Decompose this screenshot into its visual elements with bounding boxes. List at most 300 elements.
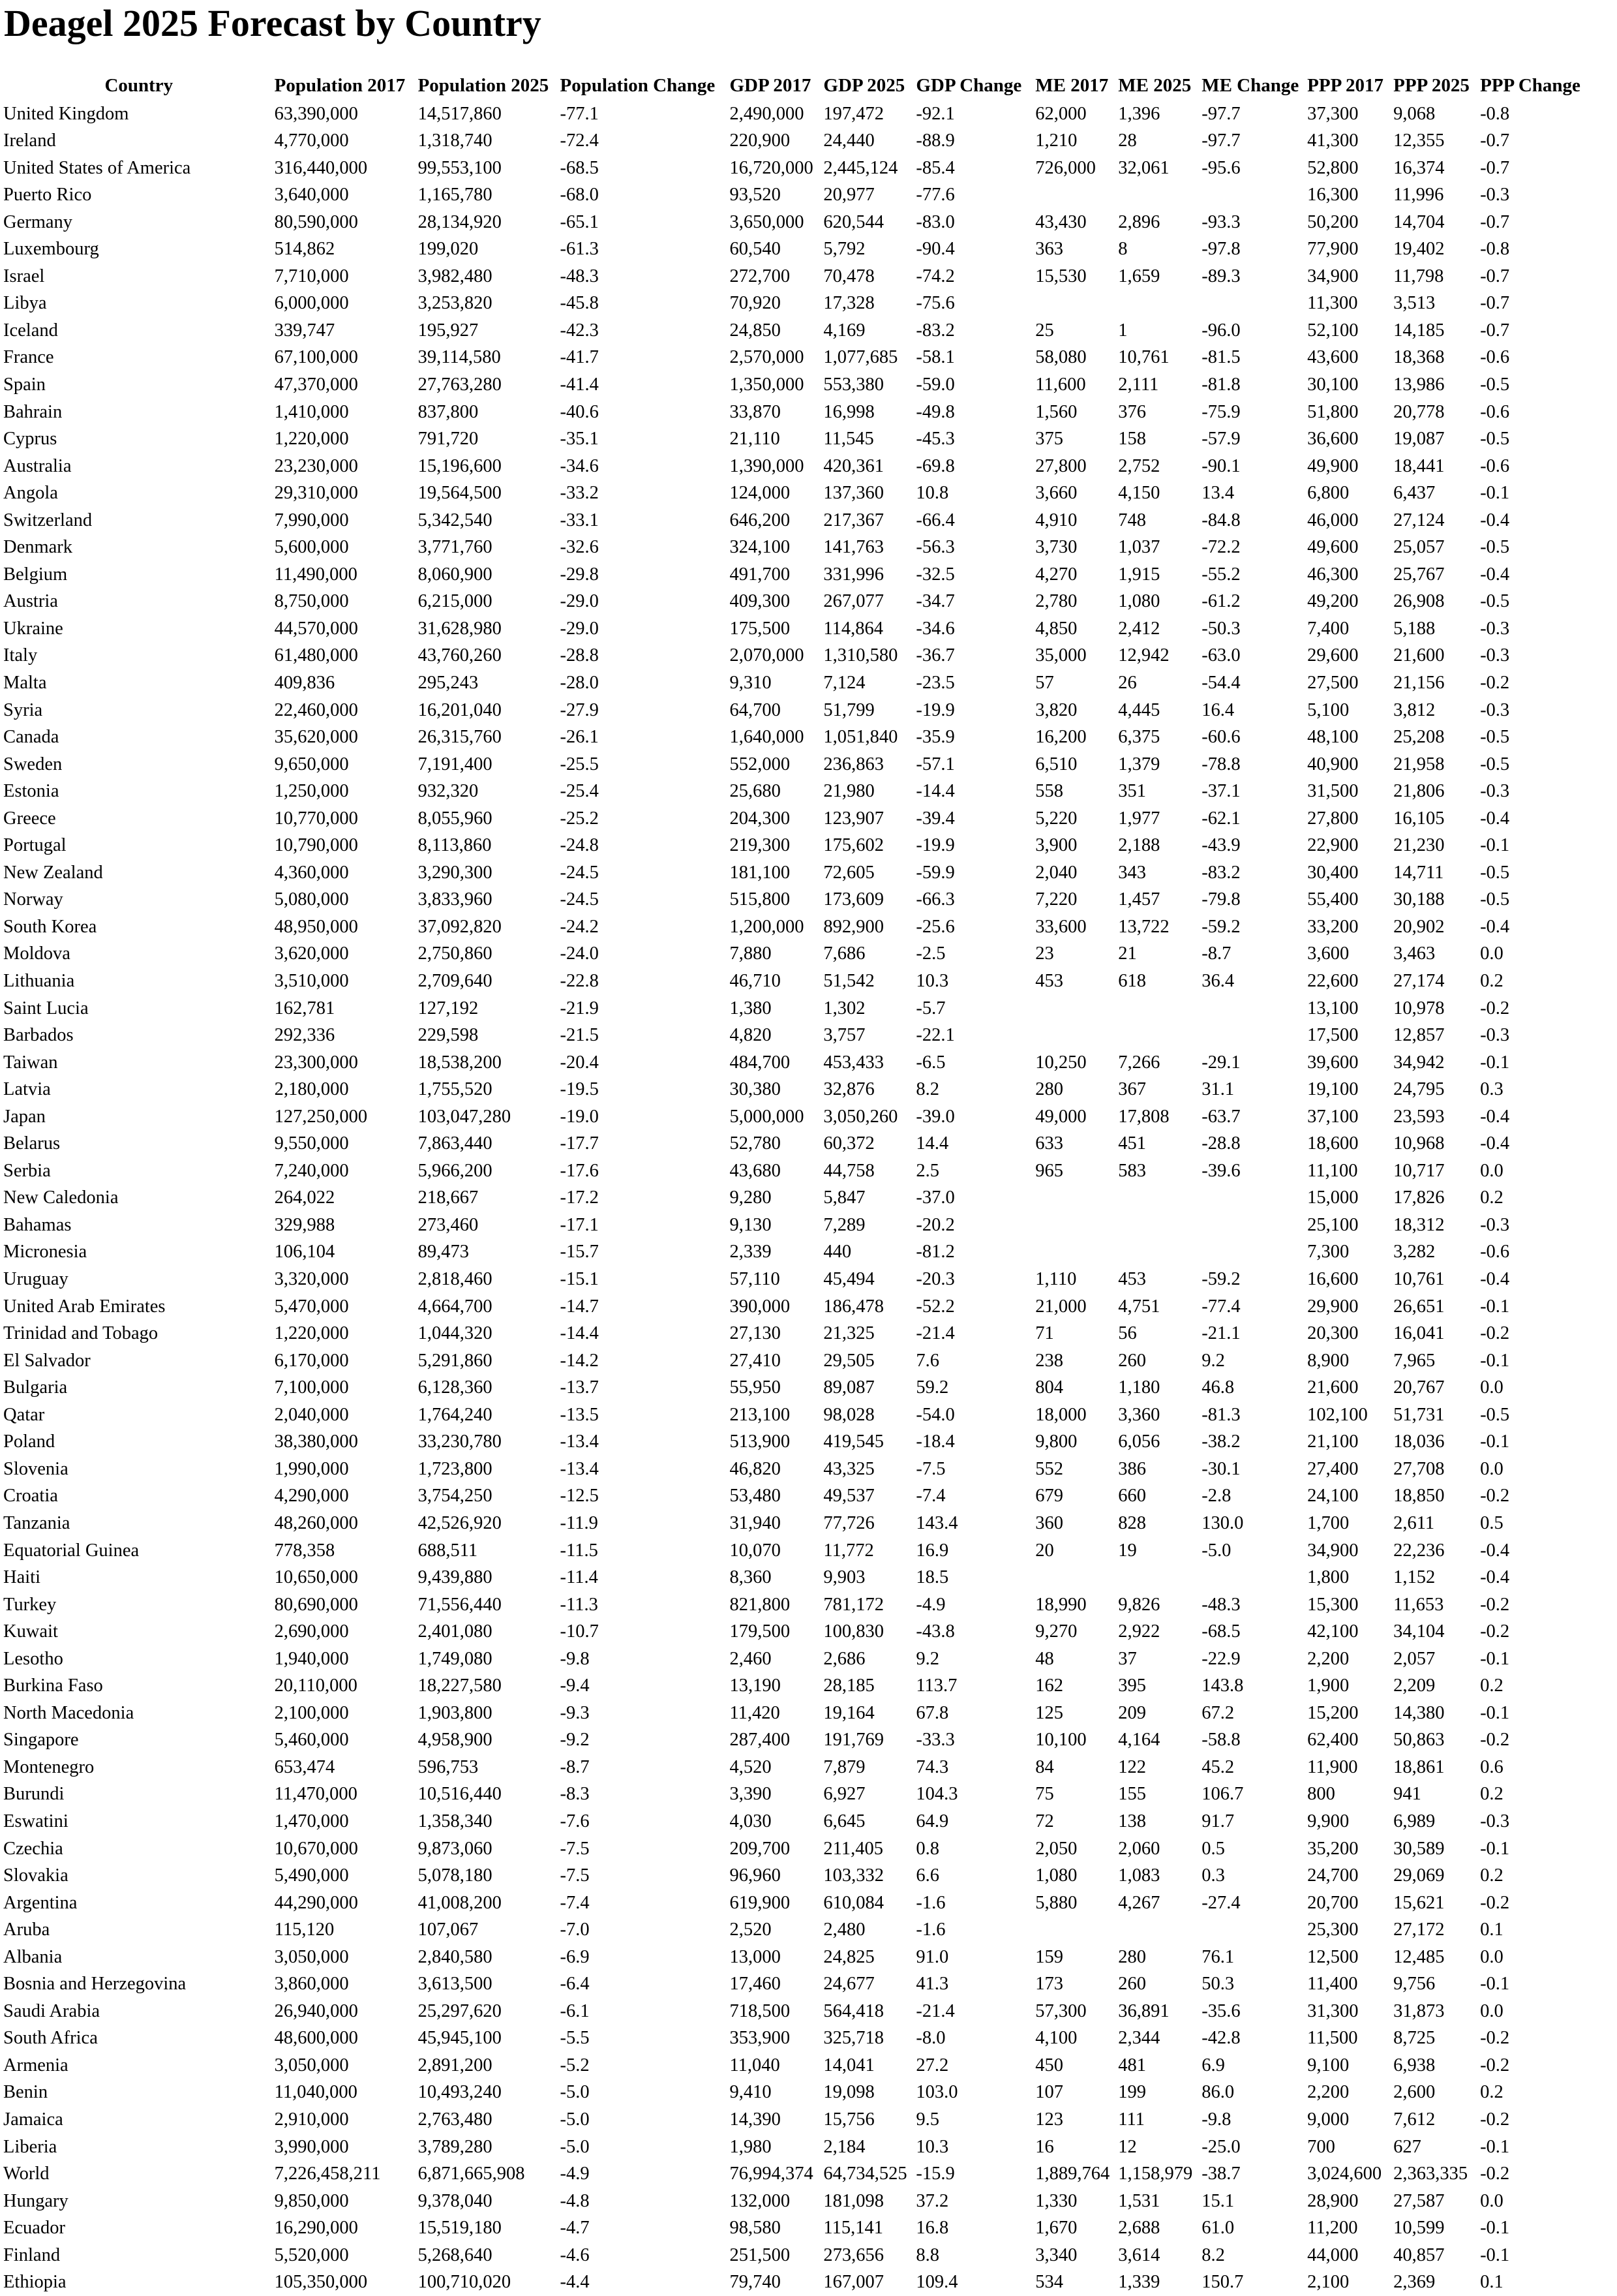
cell-gdp-2017: 46,820 — [729, 1458, 781, 1479]
cell-ppp-2025: 17,826 — [1393, 1187, 1445, 1208]
cell-population-change: -5.0 — [560, 2082, 590, 2103]
cell-ppp-2025: 40,857 — [1393, 2244, 1445, 2265]
cell-ppp-2025: 23,593 — [1393, 1106, 1445, 1127]
cell-ppp-2017: 2,200 — [1307, 2082, 1350, 2103]
cell-population-2017: 4,770,000 — [274, 130, 349, 151]
cell-me-change: -89.3 — [1201, 266, 1241, 286]
cell-gdp-2017: 324,100 — [729, 537, 791, 558]
cell-me-2017: 49,000 — [1035, 1106, 1087, 1127]
cell-ppp-2025: 18,368 — [1393, 347, 1445, 368]
cell-gdp-2017: 9,310 — [729, 673, 772, 693]
cell-ppp-2017: 11,100 — [1307, 1160, 1358, 1181]
cell-gdp-change: 74.3 — [916, 1756, 949, 1777]
cell-ppp-2017: 12,500 — [1307, 1946, 1359, 1967]
cell-ppp-change: 0.2 — [1480, 2082, 1504, 2103]
cell-gdp-2017: 25,680 — [729, 781, 781, 802]
cell-ppp-change: -0.1 — [1480, 835, 1510, 856]
cell-ppp-change: -0.7 — [1480, 157, 1510, 178]
cell-population-2017: 1,250,000 — [274, 781, 349, 802]
cell-population-change: -65.1 — [560, 211, 599, 232]
cell-gdp-2017: 24,850 — [729, 320, 781, 341]
cell-ppp-2017: 5,100 — [1307, 699, 1350, 720]
cell-country: United Kingdom — [3, 103, 129, 124]
cell-me-2017: 57 — [1035, 673, 1054, 693]
cell-gdp-2025: 2,686 — [823, 1648, 866, 1669]
cell-gdp-change: -34.7 — [916, 591, 955, 612]
cell-gdp-change: 64.9 — [916, 1811, 949, 1831]
cell-gdp-2025: 211,405 — [823, 1838, 883, 1859]
cell-population-change: -32.6 — [560, 537, 599, 558]
cell-me-2025: 4,445 — [1118, 699, 1160, 720]
cell-ppp-change: 0.0 — [1480, 943, 1504, 964]
cell-gdp-change: -1.6 — [916, 1892, 946, 1913]
cell-me-change: -72.2 — [1201, 537, 1241, 558]
cell-country: Denmark — [3, 537, 73, 558]
cell-gdp-change: -7.4 — [916, 1486, 946, 1507]
cell-me-2025: 4,164 — [1118, 1730, 1160, 1751]
cell-population-2025: 295,243 — [417, 673, 479, 693]
cell-population-change: -33.2 — [560, 483, 599, 504]
cell-population-change: -24.8 — [560, 835, 599, 856]
cell-population-change: -29.0 — [560, 591, 599, 612]
cell-gdp-2025: 60,372 — [823, 1133, 875, 1154]
cell-country: Libya — [3, 293, 47, 314]
cell-gdp-2025: 420,361 — [823, 455, 884, 476]
cell-population-2025: 2,763,480 — [417, 2109, 492, 2130]
cell-population-change: -72.4 — [560, 130, 599, 151]
cell-ppp-2025: 18,861 — [1393, 1756, 1445, 1777]
cell-population-change: -26.1 — [560, 727, 599, 748]
cell-ppp-2025: 3,513 — [1393, 293, 1436, 314]
cell-ppp-2025: 21,806 — [1393, 781, 1445, 802]
cell-ppp-2017: 11,900 — [1307, 1756, 1358, 1777]
cell-me-change: -75.9 — [1201, 401, 1241, 422]
cell-ppp-change: -0.7 — [1480, 293, 1510, 314]
cell-me-2017: 20 — [1035, 1540, 1054, 1561]
cell-ppp-2017: 46,000 — [1307, 510, 1359, 530]
cell-ppp-2017: 13,100 — [1307, 998, 1359, 1018]
cell-me-2025: 12,942 — [1118, 645, 1170, 666]
cell-ppp-2017: 33,200 — [1307, 916, 1359, 937]
cell-gdp-2017: 1,390,000 — [729, 455, 804, 476]
cell-gdp-change: -32.5 — [916, 564, 955, 585]
table-row — [3, 263, 1617, 290]
cell-population-2025: 10,516,440 — [417, 1784, 502, 1805]
header-row — [3, 70, 1617, 100]
cell-me-2017: 1,330 — [1035, 2190, 1078, 2211]
table-row — [3, 1971, 1617, 1998]
cell-population-change: -15.1 — [560, 1269, 599, 1290]
cell-gdp-2025: 325,718 — [823, 2028, 884, 2049]
cell-me-2025: 199 — [1118, 2082, 1146, 2103]
cell-population-2025: 43,760,260 — [417, 645, 502, 666]
cell-population-2017: 3,050,000 — [274, 2055, 349, 2075]
cell-population-2017: 9,850,000 — [274, 2190, 349, 2211]
table-row — [3, 1998, 1617, 2025]
cell-me-2025: 26 — [1118, 673, 1137, 693]
cell-me-2017: 2,040 — [1035, 862, 1078, 883]
cell-me-change: -58.8 — [1201, 1730, 1241, 1751]
cell-me-2025: 36,891 — [1118, 2000, 1170, 2021]
cell-me-2025: 1,659 — [1118, 266, 1160, 286]
cell-gdp-change: -49.8 — [916, 401, 955, 422]
cell-gdp-2017: 390,000 — [729, 1296, 791, 1317]
cell-ppp-change: -0.1 — [1480, 2136, 1510, 2157]
cell-population-change: -17.6 — [560, 1160, 599, 1181]
table-row — [3, 1375, 1617, 1402]
cell-gdp-2025: 29,505 — [823, 1350, 875, 1371]
cell-me-2025: 32,061 — [1118, 157, 1170, 178]
cell-ppp-2025: 6,437 — [1393, 483, 1436, 504]
cell-me-2025: 280 — [1118, 1946, 1146, 1967]
cell-me-change: -27.4 — [1201, 1892, 1241, 1913]
cell-ppp-2017: 1,700 — [1307, 1512, 1350, 1533]
cell-gdp-2017: 1,640,000 — [729, 727, 804, 748]
cell-population-2017: 16,290,000 — [274, 2218, 358, 2239]
cell-country: Ecuador — [3, 2218, 65, 2239]
cell-me-2017: 5,220 — [1035, 808, 1078, 829]
cell-ppp-2017: 21,100 — [1307, 1431, 1359, 1452]
cell-me-change: -84.8 — [1201, 510, 1241, 530]
cell-gdp-2017: 2,490,000 — [729, 103, 804, 124]
cell-population-2025: 6,128,360 — [417, 1377, 492, 1398]
col-population-2017: Population 2017 — [274, 74, 406, 96]
cell-ppp-change: -0.2 — [1480, 1892, 1510, 1913]
cell-population-change: -29.0 — [560, 618, 599, 639]
cell-ppp-2025: 34,104 — [1393, 1621, 1445, 1642]
cell-me-change — [1201, 290, 1307, 318]
table-row — [3, 1619, 1617, 1646]
cell-ppp-change: -0.4 — [1480, 808, 1510, 829]
cell-gdp-change: 59.2 — [916, 1377, 949, 1398]
cell-me-2025: 1,180 — [1118, 1377, 1160, 1398]
cell-me-change: 76.1 — [1201, 1946, 1235, 1967]
cell-population-change: -45.8 — [560, 293, 599, 314]
cell-me-change: 0.3 — [1201, 1865, 1225, 1886]
cell-me-change: -97.8 — [1201, 239, 1241, 260]
cell-ppp-change: -0.7 — [1480, 211, 1510, 232]
cell-gdp-2025: 564,418 — [823, 2000, 884, 2021]
cell-gdp-change: 113.7 — [916, 1676, 958, 1696]
cell-population-2017: 1,470,000 — [274, 1811, 349, 1831]
cell-population-2025: 932,320 — [417, 781, 479, 802]
cell-ppp-2025: 1,152 — [1393, 1567, 1436, 1588]
cell-me-change — [1201, 1239, 1307, 1266]
cell-population-change: -40.6 — [560, 401, 599, 422]
cell-population-2017: 61,480,000 — [274, 645, 358, 666]
cell-me-change: -97.7 — [1201, 103, 1241, 124]
cell-population-change: -9.8 — [560, 1648, 590, 1669]
cell-ppp-2025: 34,942 — [1393, 1052, 1445, 1073]
cell-me-change: -39.6 — [1201, 1160, 1241, 1181]
cell-me-2025: 4,150 — [1118, 483, 1160, 504]
table-row — [3, 2215, 1617, 2242]
table-row — [3, 1022, 1617, 1050]
cell-me-change: -37.1 — [1201, 781, 1241, 802]
cell-gdp-change: -59.0 — [916, 374, 955, 395]
cell-population-change: -21.5 — [560, 1025, 599, 1046]
cell-gdp-2017: 16,720,000 — [729, 157, 813, 178]
cell-me-2017: 27,800 — [1035, 455, 1087, 476]
cell-gdp-2025: 181,098 — [823, 2190, 884, 2211]
cell-country: Saudi Arabia — [3, 2000, 100, 2021]
cell-ppp-change: -0.4 — [1480, 1540, 1510, 1561]
table-row — [3, 182, 1617, 209]
table-row — [3, 561, 1617, 589]
cell-gdp-2017: 55,950 — [729, 1377, 781, 1398]
cell-me-2017: 450 — [1035, 2055, 1064, 2075]
cell-country: Angola — [3, 483, 58, 504]
cell-gdp-2017: 64,700 — [729, 699, 781, 720]
cell-country: Bahrain — [3, 401, 63, 422]
cell-gdp-2025: 7,879 — [823, 1756, 866, 1777]
cell-me-change: 150.7 — [1201, 2272, 1244, 2293]
cell-country: Puerto Rico — [3, 185, 92, 206]
cell-gdp-2025: 5,792 — [823, 239, 866, 260]
cell-population-2017: 48,950,000 — [274, 916, 358, 937]
cell-population-2025: 1,318,740 — [417, 130, 492, 151]
cell-gdp-change: -15.9 — [916, 2164, 955, 2184]
cell-me-change — [1201, 1212, 1307, 1239]
cell-population-2017: 105,350,000 — [274, 2272, 368, 2293]
cell-gdp-2025: 7,124 — [823, 673, 866, 693]
cell-country: Eswatini — [3, 1811, 68, 1831]
cell-ppp-2017: 15,000 — [1307, 1187, 1359, 1208]
cell-population-change: -5.0 — [560, 2136, 590, 2157]
cell-population-change: -13.7 — [560, 1377, 599, 1398]
col-me-2017: ME 2017 — [1035, 74, 1109, 96]
cell-population-2017: 44,290,000 — [274, 1892, 358, 1913]
cell-me-change: -77.4 — [1201, 1296, 1241, 1317]
col-ppp-change: PPP Change — [1480, 74, 1580, 96]
cell-gdp-2017: 821,800 — [729, 1594, 791, 1615]
cell-me-change: -54.4 — [1201, 673, 1241, 693]
cell-country: Jamaica — [3, 2109, 63, 2130]
cell-ppp-change: -0.2 — [1480, 673, 1510, 693]
cell-population-2025: 195,927 — [417, 320, 479, 341]
cell-ppp-2025: 10,968 — [1393, 1133, 1445, 1154]
cell-me-2017: 9,270 — [1035, 1621, 1078, 1642]
cell-me-2017: 159 — [1035, 1946, 1064, 1967]
cell-ppp-2017: 55,400 — [1307, 889, 1359, 910]
cell-country: Italy — [3, 645, 38, 666]
cell-gdp-2025: 11,545 — [823, 429, 874, 450]
cell-population-2025: 8,113,860 — [417, 835, 492, 856]
table-row — [3, 1321, 1617, 1348]
cell-me-2025: 395 — [1118, 1676, 1146, 1696]
cell-gdp-2017: 213,100 — [729, 1404, 791, 1425]
cell-gdp-2017: 14,390 — [729, 2109, 781, 2130]
cell-me-2025: 138 — [1118, 1811, 1146, 1831]
cell-me-change: -68.5 — [1201, 1621, 1241, 1642]
cell-country: Cyprus — [3, 429, 57, 450]
cell-me-2017 — [1035, 995, 1118, 1022]
cell-ppp-2017: 62,400 — [1307, 1730, 1359, 1751]
cell-me-change: 106.7 — [1201, 1784, 1244, 1805]
cell-me-change: 67.2 — [1201, 1702, 1235, 1723]
cell-gdp-change: -21.4 — [916, 1323, 955, 1344]
cell-country: Aruba — [3, 1920, 50, 1940]
cell-country: Israel — [3, 266, 45, 286]
cell-gdp-2017: 30,380 — [729, 1079, 781, 1100]
cell-me-change: -43.9 — [1201, 835, 1241, 856]
cell-gdp-change: -19.9 — [916, 835, 955, 856]
cell-population-2025: 27,763,280 — [417, 374, 502, 395]
cell-gdp-2025: 2,184 — [823, 2136, 866, 2157]
cell-population-change: -25.5 — [560, 754, 599, 774]
cell-me-2017: 43,430 — [1035, 211, 1087, 232]
cell-country: Belgium — [3, 564, 68, 585]
cell-population-2017: 6,000,000 — [274, 293, 349, 314]
cell-me-change: -90.1 — [1201, 455, 1241, 476]
cell-population-2025: 3,290,300 — [417, 862, 492, 883]
cell-gdp-2025: 217,367 — [823, 510, 884, 530]
cell-population-change: -28.0 — [560, 673, 599, 693]
cell-population-2025: 273,460 — [417, 1214, 479, 1235]
cell-ppp-change: -0.1 — [1480, 1296, 1510, 1317]
cell-gdp-change: -92.1 — [916, 103, 955, 124]
cell-me-change: 45.2 — [1201, 1756, 1235, 1777]
cell-me-change: -30.1 — [1201, 1458, 1241, 1479]
cell-ppp-change: -0.5 — [1480, 429, 1510, 450]
cell-country: Bosnia and Herzegovina — [3, 1974, 187, 1995]
cell-ppp-2025: 5,188 — [1393, 618, 1436, 639]
cell-gdp-2017: 484,700 — [729, 1052, 791, 1073]
cell-population-change: -68.5 — [560, 157, 599, 178]
cell-gdp-change: -34.6 — [916, 618, 955, 639]
cell-me-2017: 453 — [1035, 971, 1064, 992]
cell-me-2025: 13,722 — [1118, 916, 1170, 937]
cell-ppp-2025: 19,402 — [1393, 239, 1445, 260]
cell-population-2017: 127,250,000 — [274, 1106, 368, 1127]
cell-ppp-2017: 30,400 — [1307, 862, 1359, 883]
cell-country: Lithuania — [3, 971, 75, 992]
cell-population-change: -61.3 — [560, 239, 599, 260]
cell-population-2017: 7,226,458,211 — [274, 2164, 381, 2184]
cell-gdp-2017: 619,900 — [729, 1892, 791, 1913]
cell-me-2025: 56 — [1118, 1323, 1137, 1344]
cell-gdp-2017: 76,994,374 — [729, 2164, 813, 2184]
cell-gdp-2025: 20,977 — [823, 185, 875, 206]
cell-gdp-2017: 70,920 — [729, 293, 781, 314]
cell-population-2017: 4,360,000 — [274, 862, 349, 883]
cell-population-2025: 8,060,900 — [417, 564, 492, 585]
cell-gdp-2017: 4,030 — [729, 1811, 772, 1831]
cell-gdp-2025: 103,332 — [823, 1865, 884, 1886]
col-me-change: ME Change — [1201, 74, 1299, 96]
cell-population-change: -7.5 — [560, 1865, 590, 1886]
cell-population-2025: 5,268,640 — [417, 2244, 492, 2265]
cell-population-2017: 47,370,000 — [274, 374, 358, 395]
cell-me-change — [1201, 995, 1307, 1022]
cell-population-change: -5.0 — [560, 2109, 590, 2130]
cell-ppp-2025: 13,986 — [1393, 374, 1445, 395]
cell-gdp-change: -59.9 — [916, 862, 955, 883]
cell-me-change: -8.7 — [1201, 943, 1232, 964]
cell-country: Portugal — [3, 835, 67, 856]
cell-gdp-2017: 287,400 — [729, 1730, 791, 1751]
cell-population-2017: 264,022 — [274, 1187, 335, 1208]
table-row — [3, 1293, 1617, 1321]
cell-me-change: 130.0 — [1201, 1512, 1244, 1533]
cell-population-change: -27.9 — [560, 699, 599, 720]
cell-me-2025: 2,060 — [1118, 1838, 1160, 1859]
cell-me-2017: 238 — [1035, 1350, 1064, 1371]
cell-ppp-2025: 18,850 — [1393, 1486, 1445, 1507]
cell-population-2017: 67,100,000 — [274, 347, 358, 368]
table-row — [3, 1049, 1617, 1077]
cell-population-2025: 41,008,200 — [417, 1892, 502, 1913]
cell-population-2025: 14,517,860 — [417, 103, 502, 124]
cell-ppp-2025: 16,374 — [1393, 157, 1445, 178]
cell-population-2025: 103,047,280 — [417, 1106, 511, 1127]
cell-gdp-2025: 5,847 — [823, 1187, 866, 1208]
cell-ppp-2017: 31,300 — [1307, 2000, 1359, 2021]
cell-me-2025: 1,379 — [1118, 754, 1160, 774]
cell-country: Croatia — [3, 1486, 58, 1507]
cell-gdp-2025: 173,609 — [823, 889, 884, 910]
cell-country: United States of America — [3, 157, 191, 178]
cell-gdp-change: 27.2 — [916, 2055, 949, 2075]
cell-country: Japan — [3, 1106, 46, 1127]
cell-ppp-2025: 10,717 — [1393, 1160, 1445, 1181]
table-row — [3, 1347, 1617, 1375]
cell-population-2025: 6,215,000 — [417, 591, 492, 612]
cell-gdp-change: -56.3 — [916, 537, 955, 558]
cell-country: New Zealand — [3, 862, 103, 883]
table-row — [3, 426, 1617, 453]
cell-me-2017: 3,900 — [1035, 835, 1078, 856]
table-row — [3, 290, 1617, 318]
cell-ppp-2017: 2,200 — [1307, 1648, 1350, 1669]
cell-gdp-change: -83.2 — [916, 320, 955, 341]
cell-me-2017: 3,660 — [1035, 483, 1078, 504]
cell-gdp-2017: 13,190 — [729, 1676, 781, 1696]
cell-country: Latvia — [3, 1079, 51, 1100]
cell-me-2017: 363 — [1035, 239, 1064, 260]
cell-me-2017: 1,080 — [1035, 1865, 1078, 1886]
cell-population-change: -68.0 — [560, 185, 599, 206]
cell-me-2025: 618 — [1118, 971, 1146, 992]
cell-gdp-2017: 21,110 — [729, 429, 780, 450]
cell-me-2017: 57,300 — [1035, 2000, 1087, 2021]
cell-country: Syria — [3, 699, 43, 720]
cell-ppp-2025: 9,068 — [1393, 103, 1436, 124]
cell-gdp-change: 67.8 — [916, 1702, 949, 1723]
cell-me-2017: 633 — [1035, 1133, 1064, 1154]
cell-me-2017: 965 — [1035, 1160, 1064, 1181]
cell-me-2017: 9,800 — [1035, 1431, 1078, 1452]
table-row — [3, 507, 1617, 534]
cell-gdp-2017: 175,500 — [729, 618, 791, 639]
table-row — [3, 697, 1617, 724]
cell-population-change: -9.2 — [560, 1730, 590, 1751]
cell-me-change: 8.2 — [1201, 2244, 1225, 2265]
cell-ppp-change: -0.5 — [1480, 727, 1510, 748]
cell-gdp-2025: 19,098 — [823, 2082, 875, 2103]
cell-me-change: -59.2 — [1201, 916, 1241, 937]
cell-population-change: -19.5 — [560, 1079, 599, 1100]
cell-me-2025: 260 — [1118, 1974, 1146, 1995]
cell-population-2017: 35,620,000 — [274, 727, 358, 748]
cell-me-2025: 4,267 — [1118, 1892, 1160, 1913]
cell-me-2025: 583 — [1118, 1160, 1146, 1181]
cell-me-2025: 1,080 — [1118, 591, 1160, 612]
cell-population-2025: 100,710,020 — [417, 2272, 511, 2293]
cell-population-2017: 3,640,000 — [274, 185, 349, 206]
cell-gdp-change: -45.3 — [916, 429, 955, 450]
cell-me-2017 — [1035, 1565, 1118, 1592]
